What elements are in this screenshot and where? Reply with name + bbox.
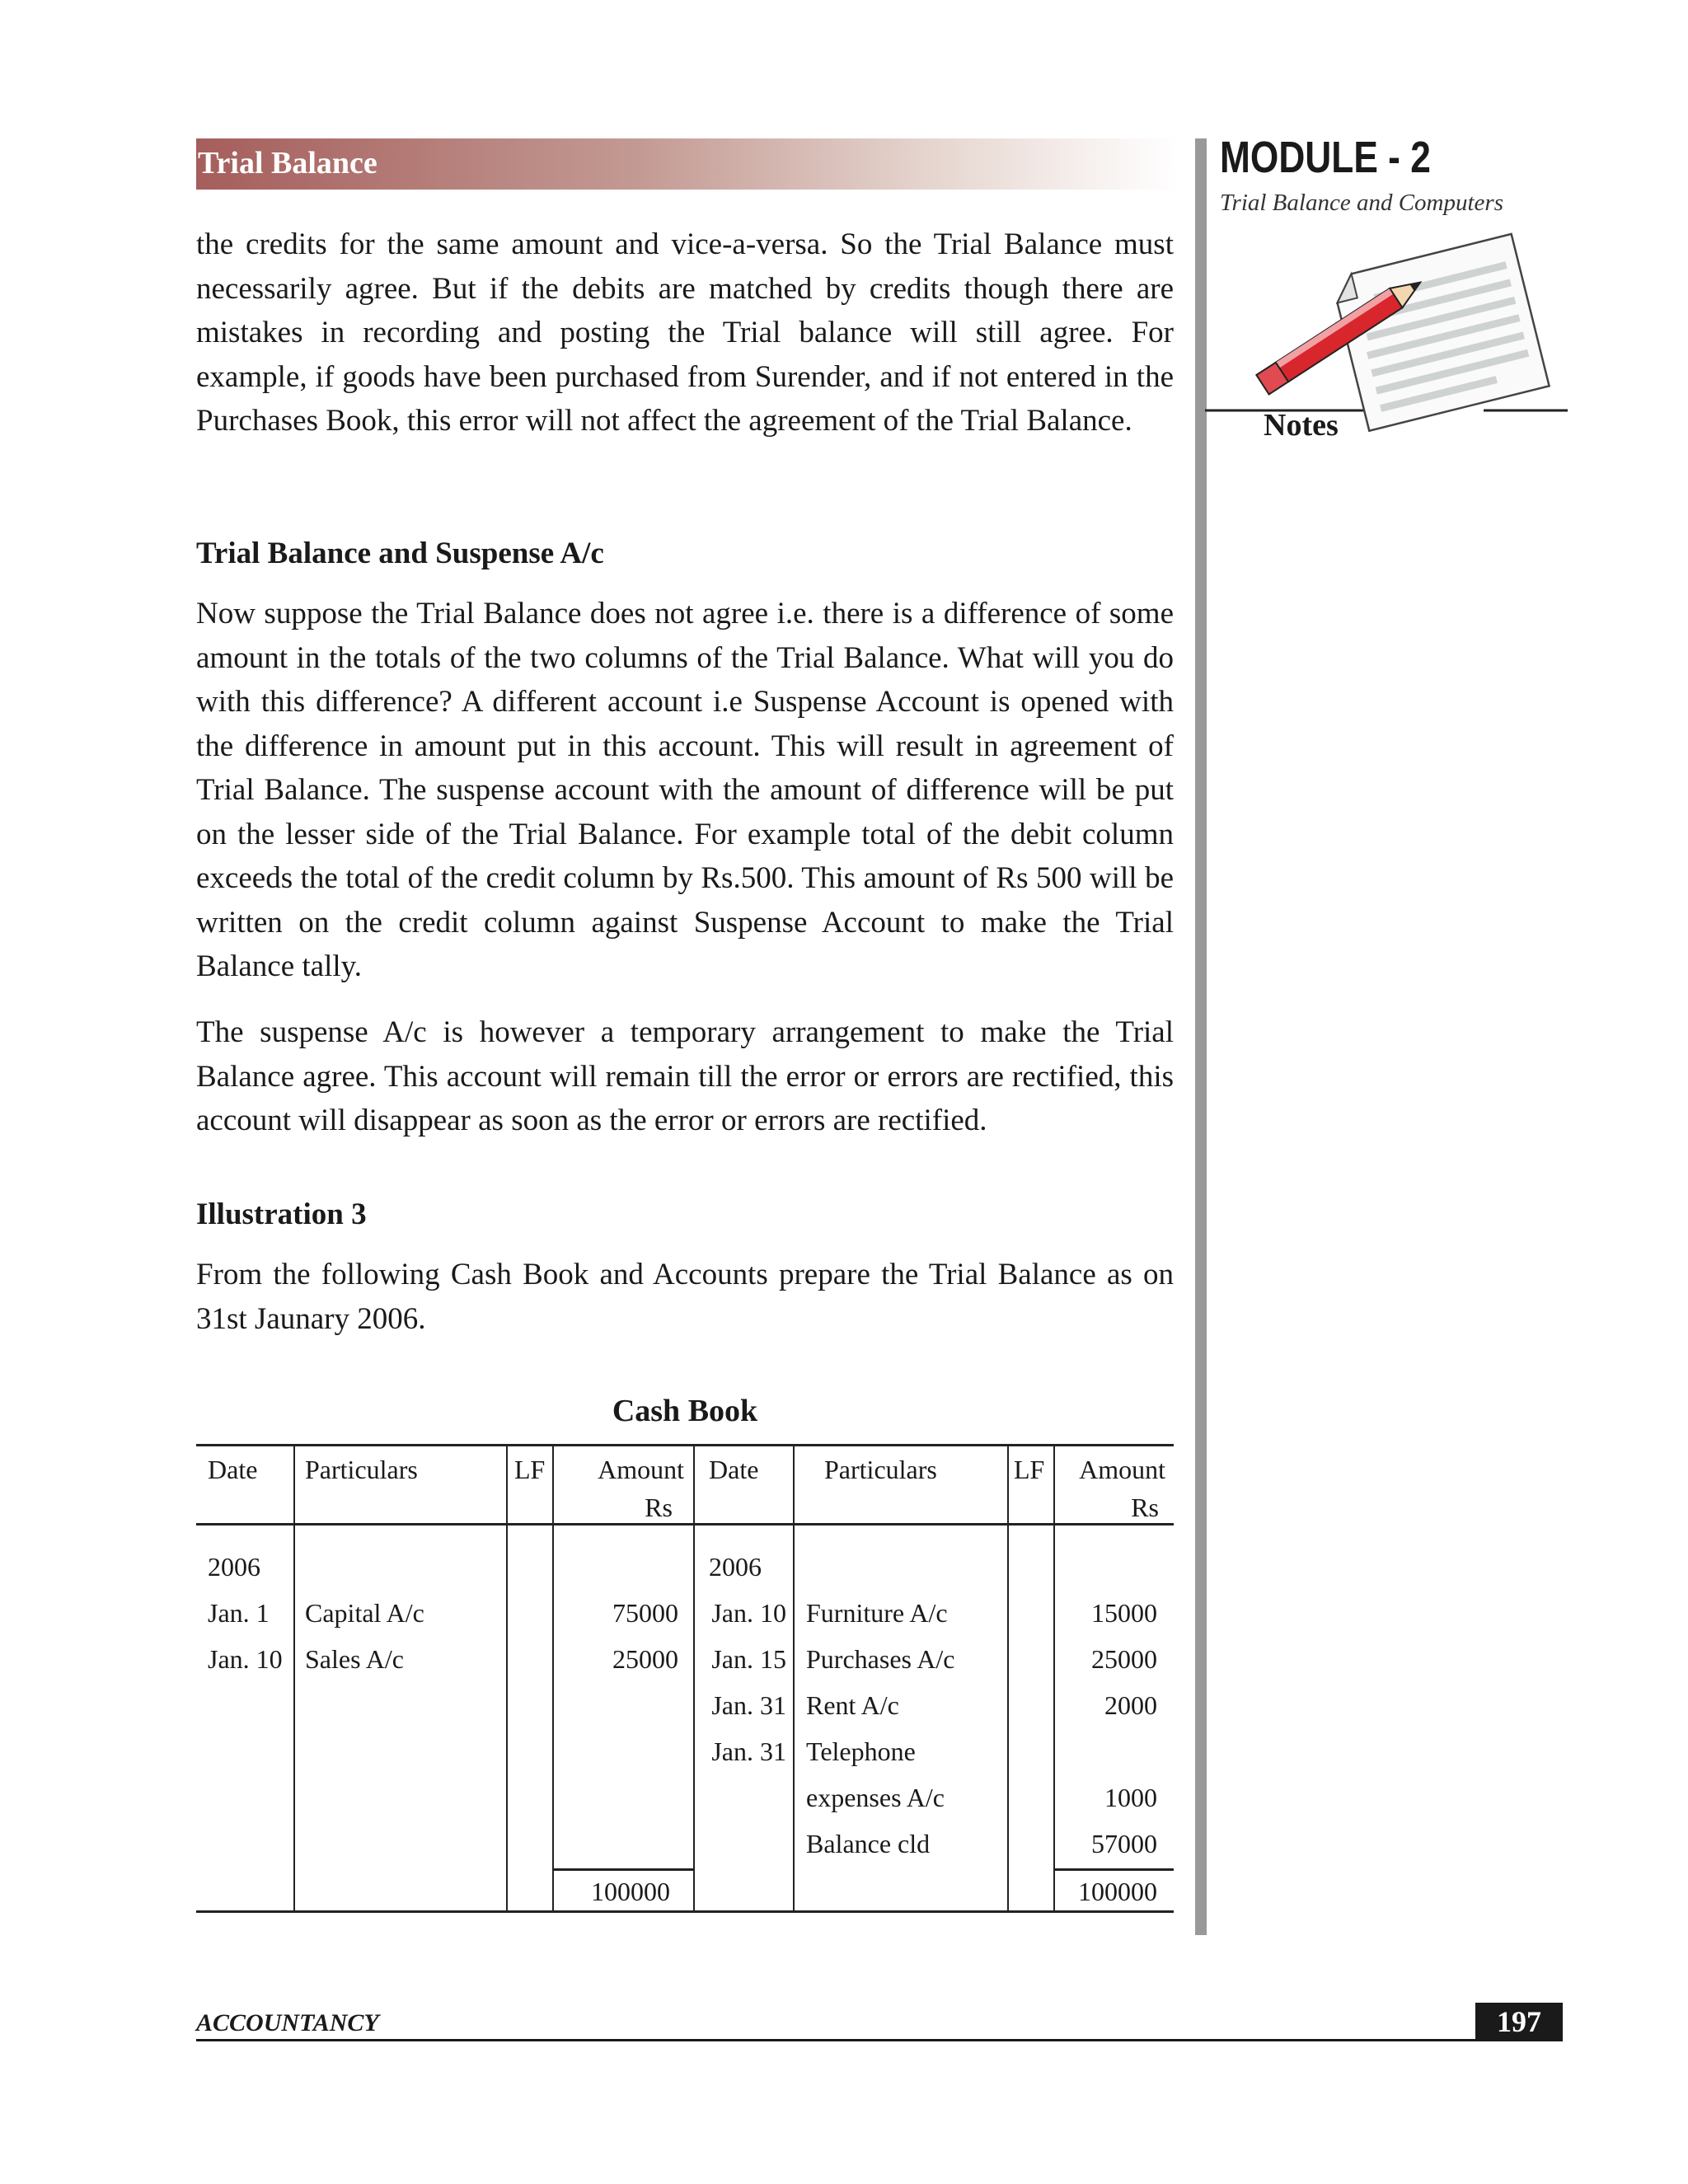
illustration-paragraph: From the following Cash Book and Accounts prepare the Trial Balance as on 31st Jaunary 2006. bbox=[196, 1258, 1174, 1336]
temporary-paragraph: The suspense A/c is however a temporary arrangement to make the Trial Balance agree. This account will remain till the error or errors are rectified, this account will disappear as soon as the error or errors are rectified. bbox=[196, 1015, 1174, 1137]
col-divider bbox=[506, 1444, 508, 1912]
col-divider bbox=[693, 1444, 695, 1912]
intro-paragraph-block bbox=[196, 223, 1174, 443]
header-particulars: Particulars bbox=[824, 1455, 937, 1484]
right-row-date: Jan. 31 bbox=[711, 1690, 786, 1720]
left-row-amount: 75000 bbox=[612, 1598, 678, 1628]
header-lf: LF bbox=[514, 1455, 546, 1484]
right-row-particulars: Purchases A/c bbox=[806, 1644, 955, 1674]
left-row-particulars: Capital A/c bbox=[305, 1598, 424, 1628]
col-divider bbox=[793, 1444, 795, 1912]
table-top-rule bbox=[196, 1444, 1174, 1446]
section-heading-suspense: Trial Balance and Suspense A/c bbox=[196, 537, 604, 570]
left-row-date: Jan. 10 bbox=[208, 1644, 283, 1674]
left-total: 100000 bbox=[591, 1877, 670, 1906]
cash-book-title: Cash Book bbox=[612, 1394, 758, 1428]
right-row-amount: 1000 bbox=[1104, 1783, 1157, 1812]
col-divider bbox=[293, 1444, 295, 1912]
suspense-heading-block bbox=[196, 536, 1174, 571]
right-row-particulars: expenses A/c bbox=[806, 1783, 945, 1812]
cash-book-table bbox=[196, 1444, 1174, 1914]
right-year: 2006 bbox=[709, 1552, 762, 1582]
table-header-rule bbox=[196, 1523, 1174, 1526]
left-row-date: Jan. 1 bbox=[208, 1598, 270, 1628]
page-number: 197 bbox=[1475, 2003, 1563, 2041]
right-row-particulars: Rent A/c bbox=[806, 1690, 899, 1720]
header-amount: Amount bbox=[1079, 1455, 1165, 1484]
header-date: Date bbox=[709, 1455, 759, 1484]
intro-paragraph: the credits for the same amount and vice-a-versa. So the Trial Balance must necessarily agree. But if the debits are matched by credits though there are mistakes in recording and posting the Trial balance will still agree. For example, if goods have been purchased from Surender, and if not entered in the Purchases Book, this error will not affect the agreement of the Trial Balance. bbox=[196, 227, 1174, 438]
right-row-amount: 15000 bbox=[1091, 1598, 1157, 1628]
left-year: 2006 bbox=[208, 1552, 260, 1582]
right-row-date: Jan. 10 bbox=[711, 1598, 786, 1628]
notes-label: Notes bbox=[1264, 408, 1339, 443]
section-header-title: Trial Balance bbox=[198, 146, 377, 180]
temporary-paragraph-block bbox=[196, 1010, 1174, 1143]
right-total: 100000 bbox=[1078, 1877, 1157, 1906]
module-title: MODULE - 2 bbox=[1220, 133, 1431, 182]
col-divider bbox=[1007, 1444, 1009, 1912]
header-lf: LF bbox=[1014, 1455, 1045, 1484]
right-row-particulars: Telephone bbox=[806, 1736, 916, 1766]
suspense-paragraph-block bbox=[196, 592, 1174, 989]
left-row-amount: 25000 bbox=[612, 1644, 678, 1674]
suspense-paragraph: Now suppose the Trial Balance does not agree i.e. there is a difference of some amount in the totals of the two columns of the Trial Balance. What will you do with this difference? A different account i.e Suspense Account is opened with the difference in amount put in this account. This will result in agreement of Trial Balance. The suspense account with the amount of difference will be put on the lesser side of the Trial Balance. For example total of the debit column exceeds the total of the credit column by Rs.500. This amount of Rs 500 will be written on the credit column against Suspense Account to make the Trial Balance tally. bbox=[196, 597, 1174, 983]
left-total-rule bbox=[552, 1868, 694, 1871]
module-subtitle: Trial Balance and Computers bbox=[1220, 190, 1503, 216]
header-particulars: Particulars bbox=[305, 1455, 418, 1484]
right-row-amount: 25000 bbox=[1091, 1644, 1157, 1674]
footer-subject: ACCOUNTANCY bbox=[196, 2009, 379, 2036]
section-heading-illustration: Illustration 3 bbox=[196, 1197, 367, 1231]
right-row-particulars: Furniture A/c bbox=[806, 1598, 948, 1628]
illustration-heading-block bbox=[196, 1197, 1174, 1232]
right-row-date: Jan. 31 bbox=[711, 1736, 786, 1766]
right-total-rule bbox=[1053, 1868, 1174, 1871]
right-row-amount: 2000 bbox=[1104, 1690, 1157, 1720]
illustration-paragraph-block bbox=[196, 1253, 1174, 1341]
footer-rule bbox=[196, 2039, 1563, 2041]
header-amount: Amount bbox=[598, 1455, 684, 1484]
header-rs: Rs bbox=[1131, 1493, 1159, 1522]
right-row-date: Jan. 15 bbox=[711, 1644, 786, 1674]
table-bottom-rule bbox=[196, 1910, 1174, 1913]
pencil-and-paper-icon bbox=[1205, 214, 1568, 453]
right-row-amount: 57000 bbox=[1091, 1829, 1157, 1858]
header-rs: Rs bbox=[645, 1493, 673, 1522]
left-row-particulars: Sales A/c bbox=[305, 1644, 404, 1674]
right-row-particulars: Balance cld bbox=[806, 1829, 931, 1858]
header-date: Date bbox=[208, 1455, 258, 1484]
